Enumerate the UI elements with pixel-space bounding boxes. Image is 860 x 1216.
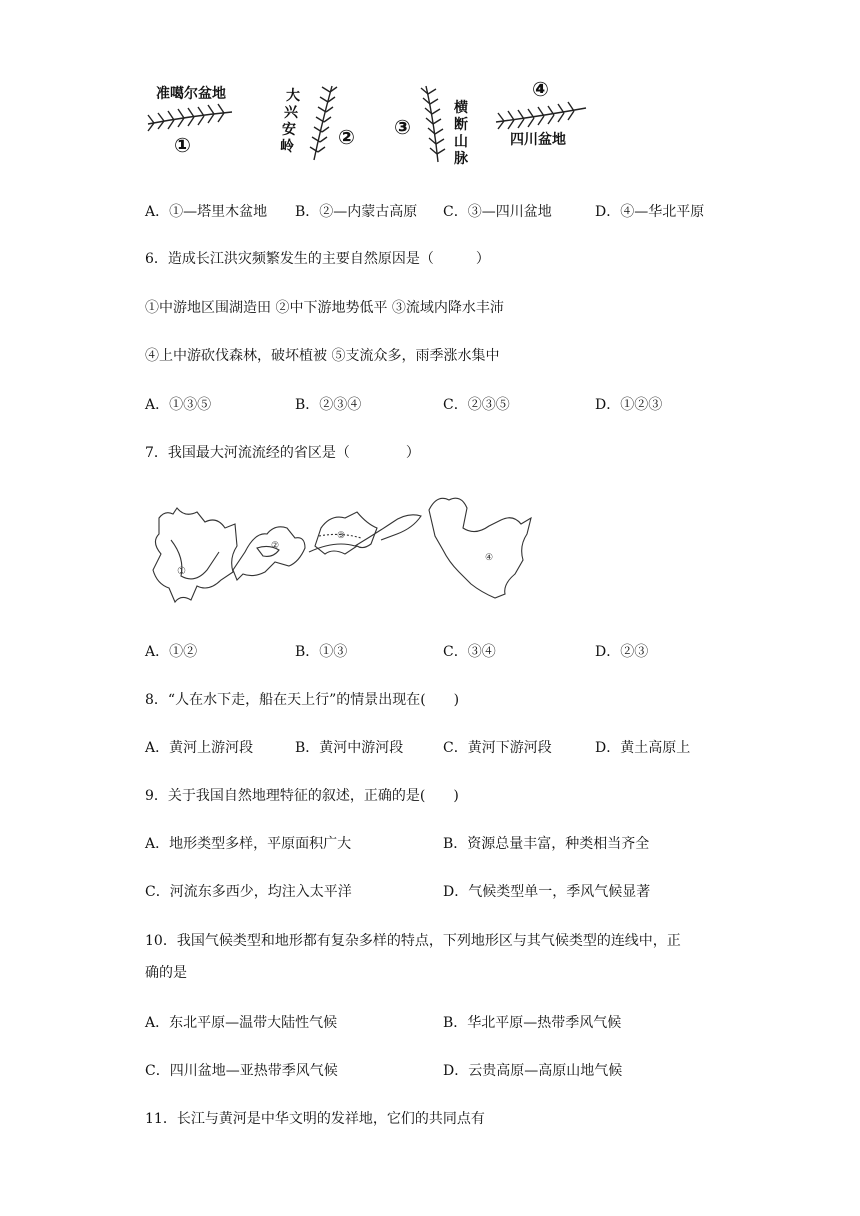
q6-stem: 6．造成长江洪灾频繁发生的主要自然原因是（ ） <box>145 251 490 267</box>
panel2-sketch <box>272 72 372 172</box>
panel3-char-3: 山 <box>454 134 468 150</box>
q5-option-d[interactable]: D．④—华北平原 <box>595 204 705 220</box>
q6-options <box>145 394 745 414</box>
q5-figure <box>140 72 600 172</box>
q6-option-b[interactable]: B．②③④ <box>295 397 362 413</box>
panel4-num: ④ <box>532 77 549 101</box>
q9-option-c[interactable]: C．河流东多西少，均注入太平洋 <box>145 884 352 900</box>
q7-province-maps <box>145 488 540 613</box>
q11-stem: 11．长江与黄河是中华文明的发祥地，它们的共同点有 <box>145 1111 485 1127</box>
q5-option-c[interactable]: C．③—四川盆地 <box>443 204 552 220</box>
map-label-3: ③ <box>337 531 346 541</box>
q6-option-a[interactable]: A．①③⑤ <box>145 397 212 413</box>
q9-option-a[interactable]: A．地形类型多样，平原面积广大 <box>145 836 352 852</box>
map-label-2: ② <box>271 541 280 551</box>
q6-statement-line1: ①中游地区围湖造田 ②中下游地势低平 ③流域内降水丰沛 <box>145 300 504 316</box>
panel1-sketch <box>140 72 250 172</box>
q7-option-d[interactable]: D．②③ <box>595 644 649 660</box>
q7-option-b[interactable]: B．①③ <box>295 644 348 660</box>
q8-option-b[interactable]: B．黄河中游河段 <box>295 740 404 756</box>
panel1-label: 准噶尔盆地 <box>156 86 226 102</box>
q5-options <box>145 201 745 221</box>
q5-option-a[interactable]: A．①—塔里木盆地 <box>145 204 268 220</box>
q7-option-a[interactable]: A．①② <box>145 644 198 660</box>
q8-option-c[interactable]: C．黄河下游河段 <box>443 740 552 756</box>
q7-stem: 7．我国最大河流流经的省区是（ ） <box>145 445 420 461</box>
panel2-char-2: 兴 <box>284 105 298 121</box>
panel4-label: 四川盆地 <box>510 132 566 148</box>
q8-option-a[interactable]: A．黄河上游河段 <box>145 740 254 756</box>
panel3-char-4: 脉 <box>454 151 468 167</box>
q8-option-d[interactable]: D．黄土高原上 <box>595 740 691 756</box>
q8-stem: 8．“人在水下走，船在天上行”的情景出现在( ) <box>145 692 460 708</box>
panel2-char-3: 安 <box>282 122 296 138</box>
q10-options-row1 <box>145 1012 745 1032</box>
map-label-4: ④ <box>485 553 494 563</box>
q10-options-row2 <box>145 1060 745 1080</box>
q10-option-a[interactable]: A．东北平原—温带大陆性气候 <box>145 1015 338 1031</box>
q10-option-c[interactable]: C．四川盆地—亚热带季风气候 <box>145 1063 338 1079</box>
panel3-num: ③ <box>394 115 411 139</box>
panel3-char-2: 断 <box>454 117 468 133</box>
q8-options <box>145 737 745 757</box>
q6-option-d[interactable]: D．①②③ <box>595 397 663 413</box>
panel2-num: ② <box>338 125 355 149</box>
panel3-sketch <box>390 72 500 172</box>
q9-option-d[interactable]: D．气候类型单一，季风气候显著 <box>443 884 651 900</box>
q7-option-c[interactable]: C．③④ <box>443 644 496 660</box>
panel2-char-1: 大 <box>286 88 300 104</box>
q9-stem: 9．关于我国自然地理特征的叙述，正确的是( ) <box>145 788 459 804</box>
q5-option-b[interactable]: B．②—内蒙古高原 <box>295 204 418 220</box>
q9-options-row1 <box>145 833 745 853</box>
q10-stem-line1: 10．我国气候类型和地形都有复杂多样的特点，下列地形区与其气候类型的连线中，正 <box>145 933 681 949</box>
q7-options <box>145 641 745 661</box>
q10-stem-line2: 确的是 <box>145 965 187 981</box>
q10-option-d[interactable]: D．云贵高原—高原山地气候 <box>443 1063 623 1079</box>
province-maps-svg <box>145 488 540 613</box>
panel2-char-4: 岭 <box>280 139 294 155</box>
q9-option-b[interactable]: B．资源总量丰富，种类相当齐全 <box>443 836 650 852</box>
panel1-num: ① <box>174 133 191 157</box>
panel3-char-1: 横 <box>454 100 468 116</box>
map-label-1: ① <box>177 566 186 577</box>
panel4-sketch <box>492 72 602 172</box>
q10-option-b[interactable]: B．华北平原—热带季风气候 <box>443 1015 622 1031</box>
q9-options-row2 <box>145 881 745 901</box>
q6-statement-line2: ④上中游砍伐森林，破坏植被 ⑤支流众多，雨季涨水集中 <box>145 348 500 364</box>
q6-option-c[interactable]: C．②③⑤ <box>443 397 510 413</box>
